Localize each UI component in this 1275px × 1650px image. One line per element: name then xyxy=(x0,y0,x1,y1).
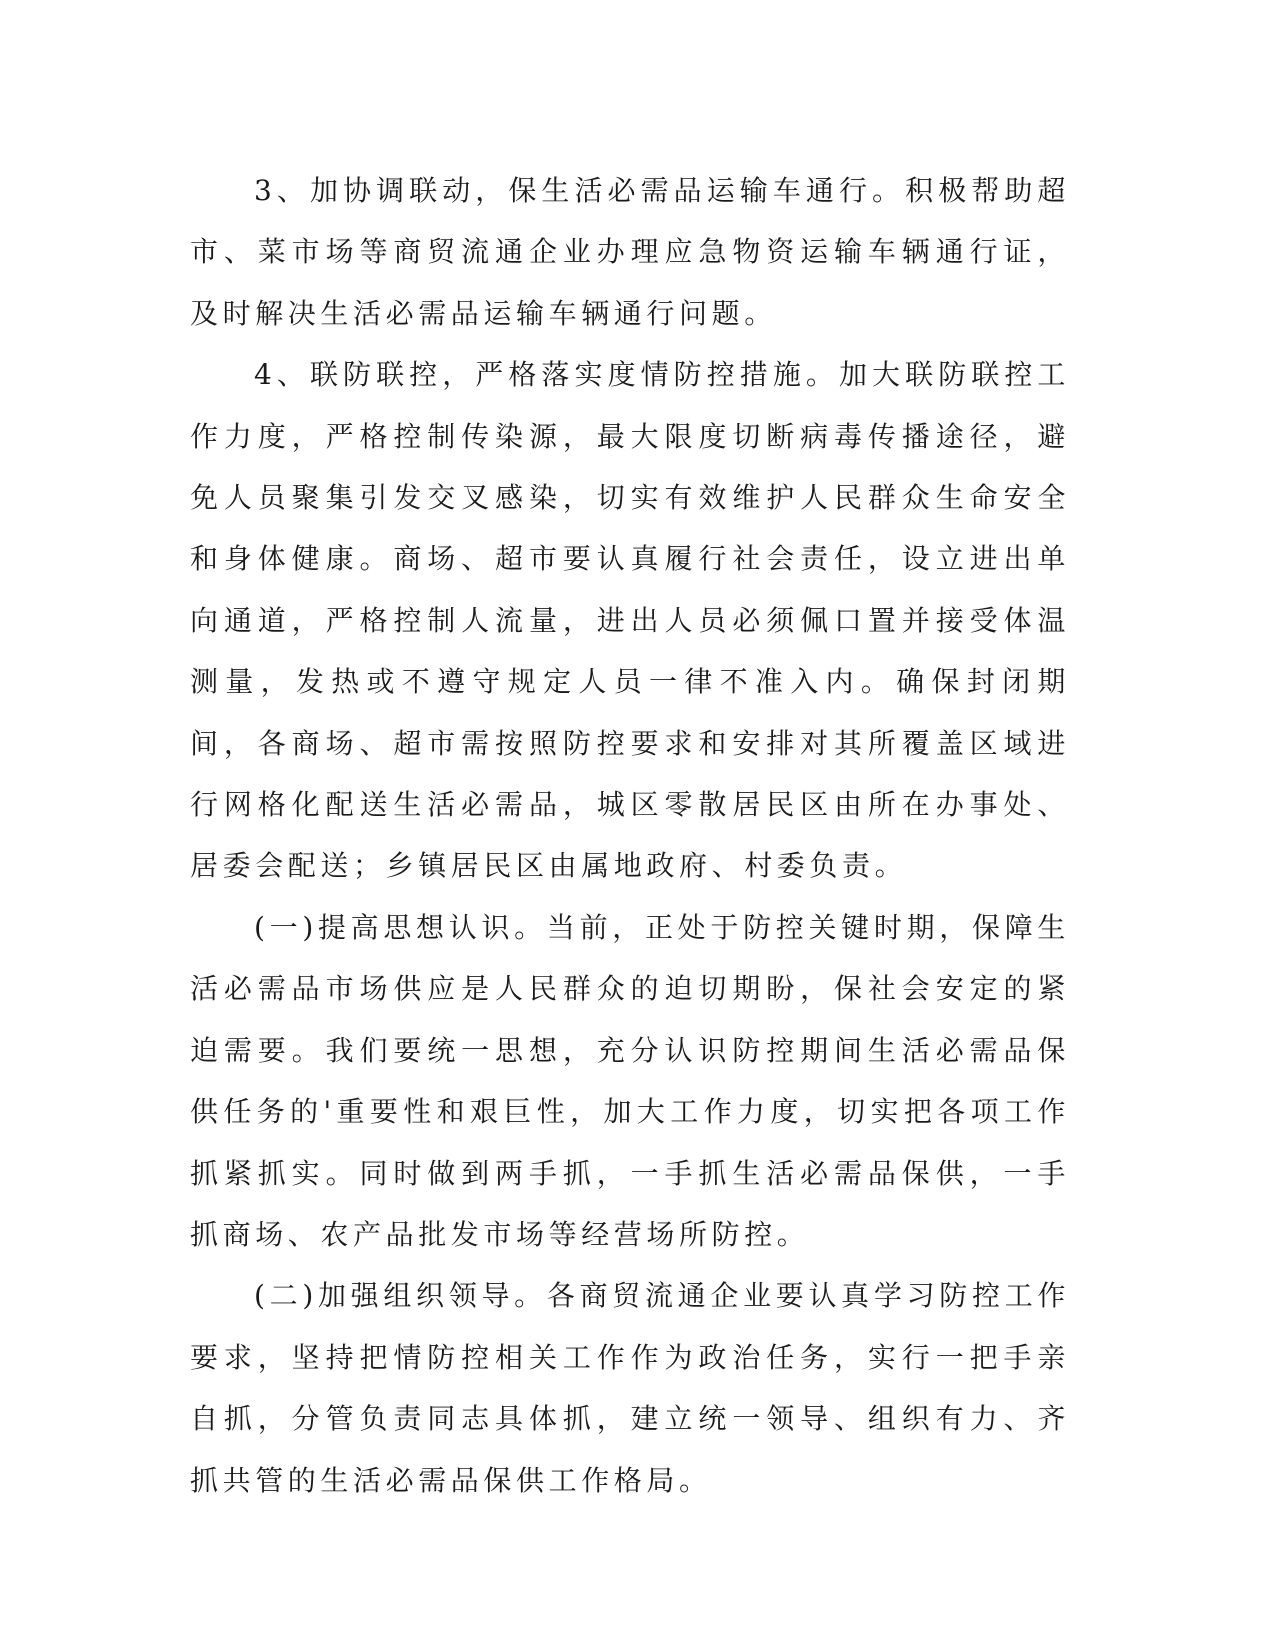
paragraph-section-2-leadership: (二)加强组织领导。各商贸流通企业要认真学习防控工作要求，坚持把情防控相关工作作为政治任务，实行一把手亲自抓，分管负责同志具体抓，建立统一领导、组织有力、齐抓共管的生活必需品保供工作格局。 xyxy=(190,1279,1070,1497)
paragraph-section-1-awareness: (一)提高思想认识。当前，正处于防控关键时期，保障生活必需品市场供应是人民群众的迫切期盼，保社会安定的紧迫需要。我们要统一思想，充分认识防控期间生活必需品保供任务的'重要性和艰巨性，加大工作力度，切实把各项工作抓紧抓实。同时做到两手抓，一手抓生活必需品保供，一手抓商场、农产品批发市场等经营场所防控。 xyxy=(190,910,1070,1251)
paragraph-item-4-prevention: 4、联防联控，严格落实度情防控措施。加大联防联控工作力度，严格控制传染源，最大限度切断病毒传播途径，避免人员聚集引发交叉感染，切实有效维护人民群众生命安全和身体健康。商场、超市要认真履行社会责任，设立进出单向通道，严格控制人流量，进出人员必须佩口置并接受体温测量，发热或不遵守规定人员一律不准入内。确保封闭期间，各商场、超市需按照防控要求和安排对其所覆盖区域进行网格化配送生活必需品，城区零散居民区由所在办事处、居委会配送；乡镇居民区由属地政府、村委负责。 xyxy=(190,358,1070,883)
paragraph-item-3-transport: 3、加协调联动，保生活必需品运输车通行。积极帮助超市、菜市场等商贸流通企业办理应急物资运输车辆通行证，及时解决生活必需品运输车辆通行问题。 xyxy=(190,174,1070,330)
document-body xyxy=(190,160,1070,1511)
